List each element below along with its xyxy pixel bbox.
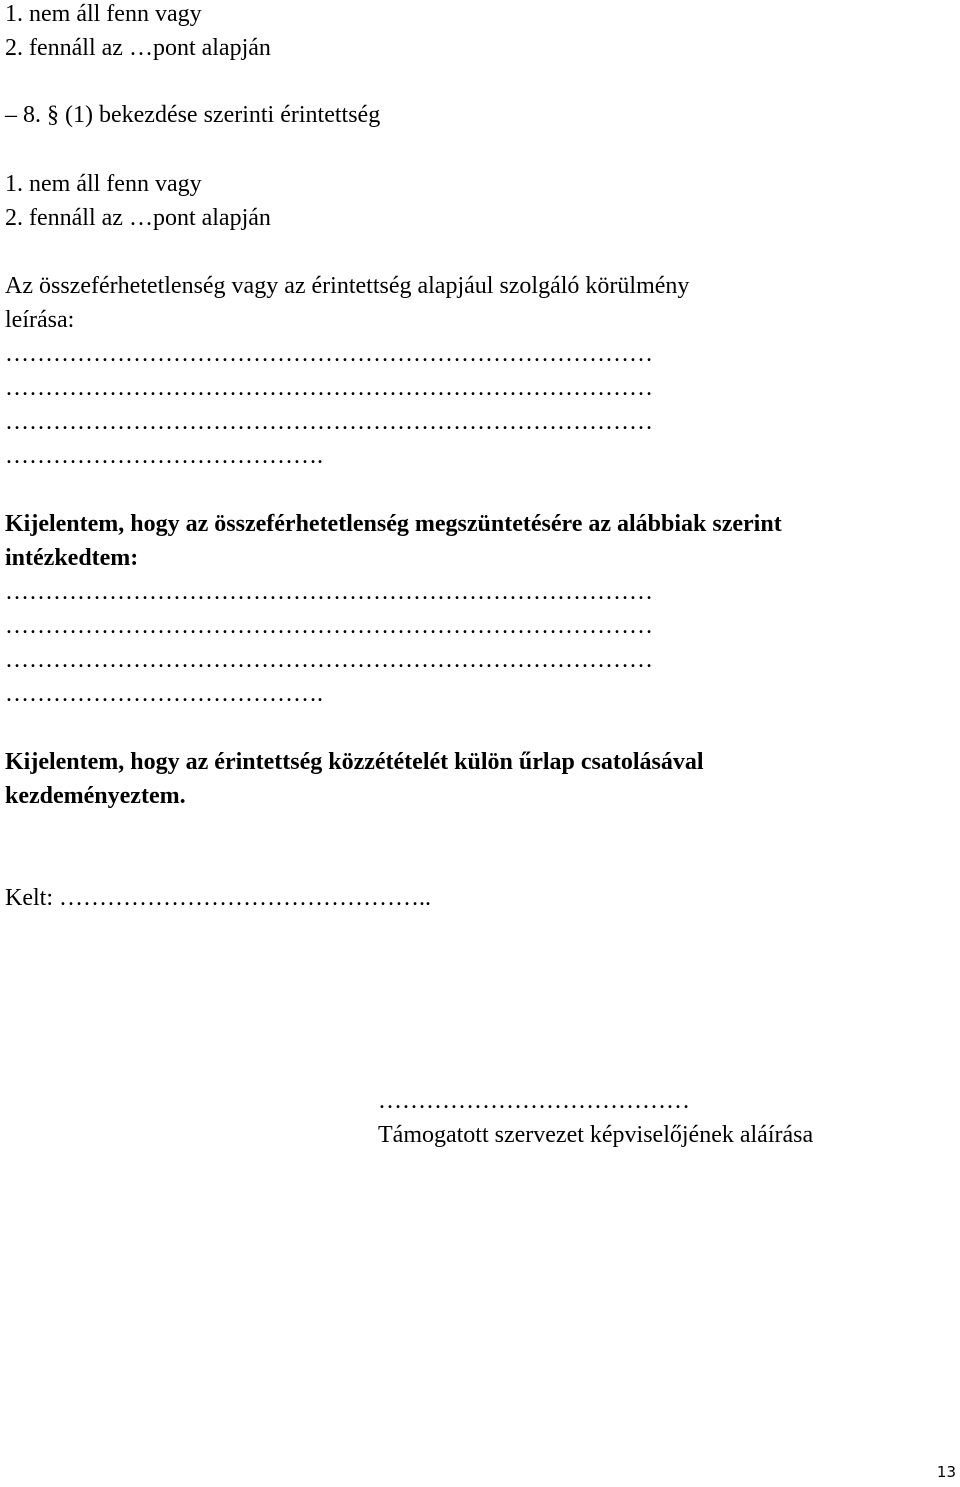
publication-line-2: kezdeményeztem. — [5, 783, 186, 809]
description-label-line-2: leírása: — [5, 307, 75, 333]
top-option-1: 1. nem áll fenn vagy — [5, 1, 202, 27]
signature-caption: Támogatott szervezet képviselőjének aláírása — [378, 1122, 814, 1148]
date-field: Kelt: ……………………………………….. — [5, 885, 431, 911]
description-label-line-1: Az összeférhetetlenség vagy az érintettség alapjául szolgáló körülmény — [5, 273, 690, 299]
signature-line: ………………………………… — [378, 1088, 690, 1114]
page-number: 13 — [936, 1463, 956, 1481]
measures-label-line-1: Kijelentem, hogy az összeférhetetlenség megszüntetésére az alábbiak szerint — [5, 511, 782, 537]
section-8-heading: – 8. § (1) bekezdése szerinti érintettség — [5, 102, 381, 128]
measures-fill-line: ……………………………………………………………………… — [5, 647, 653, 673]
measures-fill-line: ……………………………………………………………………… — [5, 579, 653, 605]
top-option-2: 2. fennáll az …pont alapján — [5, 35, 271, 61]
description-fill-line: ……………………………………………………………………… — [5, 375, 653, 401]
description-fill-line: ……………………………………………………………………… — [5, 409, 653, 435]
measures-fill-line: …………………………………. — [5, 681, 323, 707]
section-8-option-1: 1. nem áll fenn vagy — [5, 171, 202, 197]
section-8-option-2: 2. fennáll az …pont alapján — [5, 205, 271, 231]
measures-fill-line: ……………………………………………………………………… — [5, 613, 653, 639]
measures-label-line-2: intézkedtem: — [5, 545, 139, 571]
description-fill-line: …………………………………. — [5, 443, 323, 469]
description-fill-line: ……………………………………………………………………… — [5, 341, 653, 367]
publication-line-1: Kijelentem, hogy az érintettség közzétételét külön űrlap csatolásával — [5, 749, 704, 775]
